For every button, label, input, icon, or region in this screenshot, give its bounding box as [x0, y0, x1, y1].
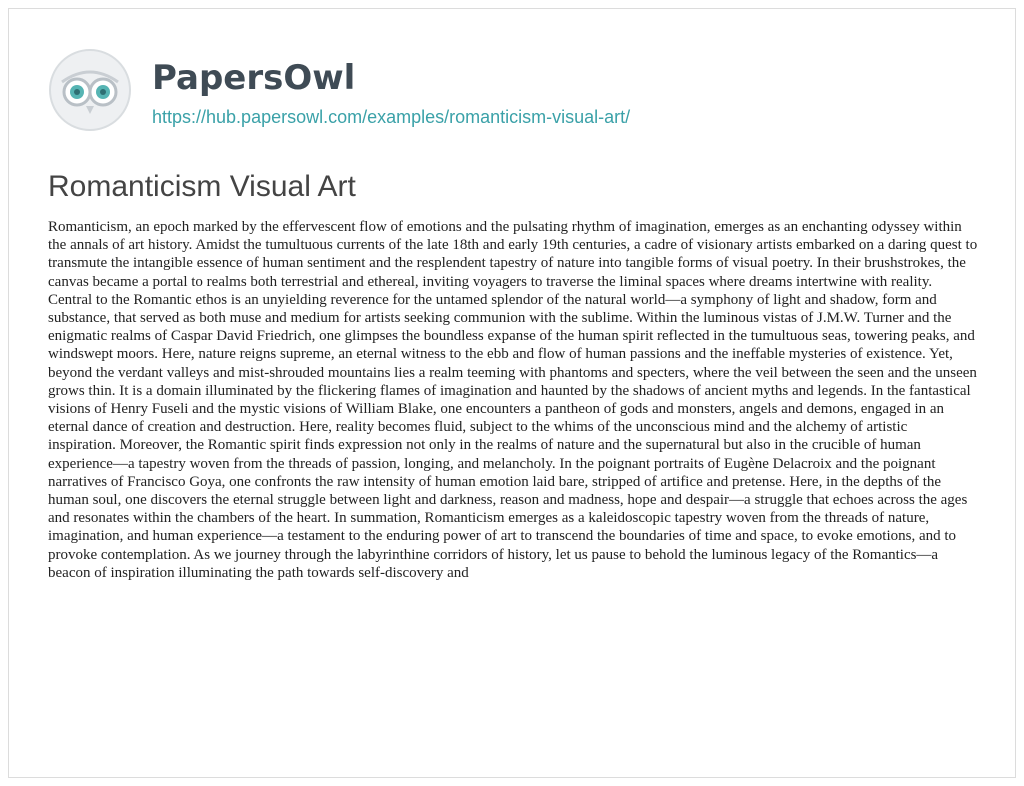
owl-face-icon	[48, 48, 132, 132]
source-url-link[interactable]: https://hub.papersowl.com/examples/romanticism-visual-art/	[152, 107, 631, 127]
essay-body: Romanticism, an epoch marked by the effervescent flow of emotions and the pulsating rhythm of imagination, emerges as an enchanting odyssey within the annals of art history. Amidst the tumultuous currents of the late 18th and early 19th centuries, a cadre of visionary artists embarked on a daring quest to transmute the intangible essence of human sentiment and the resplendent tapestry of nature into tangible forms of visual poetry. In their brushstrokes, the canvas became a portal to realms both terrestrial and ethereal, inviting voyagers to traverse the liminal spaces where dreams intertwine with reality. Central to the Romantic ethos is an unyielding reverence for the untamed splendor of the natural world—a symphony of light and shadow, form and substance, that served as both muse and medium for artists seeking communion with the sublime. Within the luminous vistas of J.M.W. Turner and the enigmatic realms of Caspar David Friedrich, one glimpses the boundless expanse of the human spirit reflected in the tumultuous seas, towering peaks, and windswept moors. Here, nature reigns supreme, an eternal witness to the ebb and flow of human passions and the ineffable mysteries of existence. Yet, beyond the verdant valleys and mist-shrouded mountains lies a realm teeming with phantoms and specters, where the veil between the seen and the unseen grows thin. It is a domain illuminated by the flickering flames of imagination and haunted by the shadows of ancient myths and legends. In the fantastical visions of Henry Fuseli and the mystic visions of William Blake, one encounters a pantheon of gods and monsters, angels and demons, engaged in an eternal dance of creation and destruction. Here, reality becomes fluid, subject to the whims of the unconscious mind and the alchemy of artistic inspiration. Moreover, the Romantic spirit finds expression not only in the realms of nature and the supernatural but also in the crucible of human experience—a tapestry woven from the threads of passion, longing, and melancholy. In the poignant portraits of Eugène Delacroix and the poignant narratives of Francisco Goya, one confronts the raw intensity of human emotion laid bare, stripped of artifice and pretense. Here, in the depths of the human soul, one discovers the eternal struggle between light and darkness, reason and madness, hope and despair—a struggle that echoes across the ages and resonates within the chambers of the heart. In summation, Romanticism emerges as a kaleidoscopic tapestry woven from the threads of nature, imagination, and human experience—a testament to the enduring power of art to transcend the boundaries of time and space, to evoke emotions, and to provoke contemplation. As we journey through the labyrinthine corridors of history, let us pause to behold the luminous legacy of the Romantics—a beacon of inspiration illuminating the path towards self-discovery and	[48, 219, 978, 581]
site-header	[48, 36, 968, 136]
page-title: Romanticism Visual Art	[48, 170, 356, 203]
brand-name: PapersOwl	[152, 58, 356, 98]
